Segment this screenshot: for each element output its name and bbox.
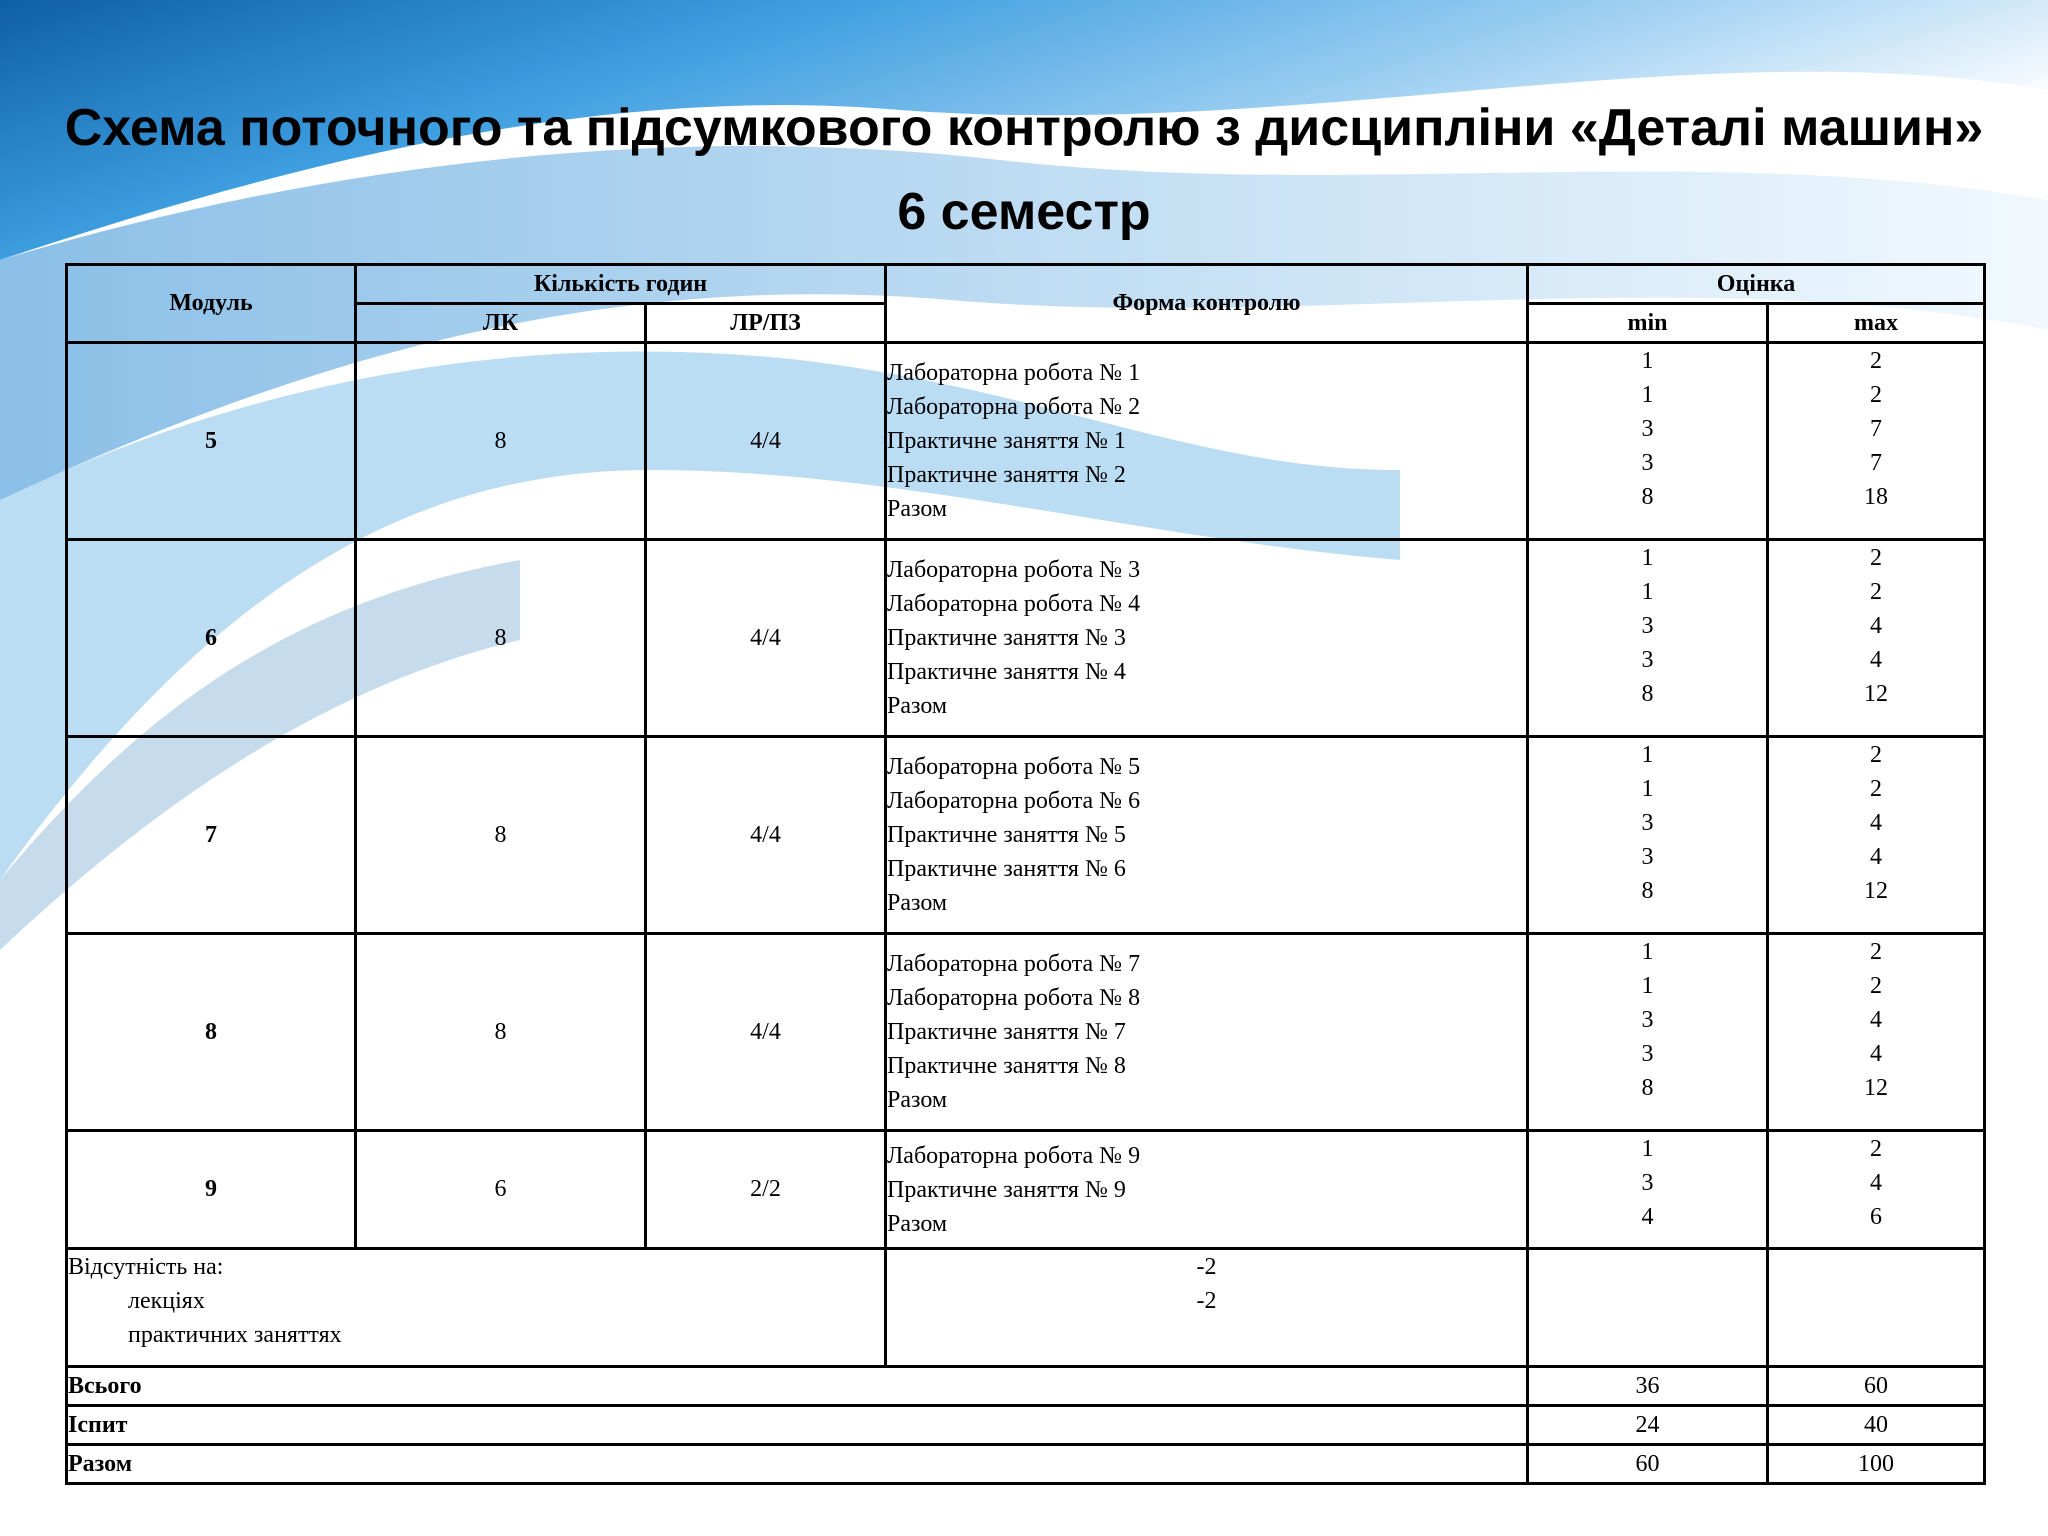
min-value: 1 xyxy=(1641,742,1654,768)
total-min: 36 xyxy=(1528,1367,1768,1406)
absence-item: лекціях xyxy=(128,1288,205,1314)
header-grade: Оцінка xyxy=(1528,265,1985,304)
min-grades xyxy=(1528,343,1768,540)
total-max: 60 xyxy=(1768,1367,1985,1406)
form-item: Практичне заняття № 4 xyxy=(887,659,1126,685)
lk-hours: 8 xyxy=(356,934,646,1131)
exam-label: Іспит xyxy=(67,1406,1528,1445)
module-number: 5 xyxy=(67,343,356,540)
max-value: 2 xyxy=(1870,776,1883,802)
lk-hours: 6 xyxy=(356,1131,646,1249)
module-row xyxy=(67,934,1985,1131)
min-value: 3 xyxy=(1641,1041,1654,1067)
min-value: 1 xyxy=(1641,348,1654,374)
control-forms xyxy=(886,934,1528,1131)
min-value: 8 xyxy=(1641,681,1654,707)
lrpz-hours: 4/4 xyxy=(646,343,886,540)
min-value: 1 xyxy=(1641,776,1654,802)
min-grades xyxy=(1528,1131,1768,1249)
max-value: 2 xyxy=(1870,973,1883,999)
module-row xyxy=(67,343,1985,540)
header-min: min xyxy=(1528,304,1768,343)
max-value: 7 xyxy=(1870,450,1883,476)
min-value: 1 xyxy=(1641,939,1654,965)
min-value: 8 xyxy=(1641,878,1654,904)
min-grades xyxy=(1528,737,1768,934)
min-value: 3 xyxy=(1641,810,1654,836)
module-row xyxy=(67,540,1985,737)
header-hours: Кількість годин xyxy=(356,265,886,304)
control-forms xyxy=(886,737,1528,934)
max-value: 2 xyxy=(1870,939,1883,965)
grand-total-min: 60 xyxy=(1528,1445,1768,1484)
lk-hours: 8 xyxy=(356,343,646,540)
max-grades xyxy=(1768,1131,1985,1249)
min-value: 3 xyxy=(1641,450,1654,476)
max-grades xyxy=(1768,737,1985,934)
min-value: 1 xyxy=(1641,973,1654,999)
max-value: 4 xyxy=(1870,647,1883,673)
module-row xyxy=(67,1131,1985,1249)
header-lrpz: ЛР/ПЗ xyxy=(646,304,886,343)
min-grades xyxy=(1528,540,1768,737)
max-value: 2 xyxy=(1870,742,1883,768)
form-item: Лабораторна робота № 8 xyxy=(887,985,1141,1011)
min-value: 8 xyxy=(1641,484,1654,510)
min-value: 3 xyxy=(1641,1007,1654,1033)
max-value: 6 xyxy=(1870,1204,1883,1230)
form-item: Практичне заняття № 8 xyxy=(887,1053,1126,1079)
max-value: 18 xyxy=(1864,484,1889,510)
max-grades xyxy=(1768,934,1985,1131)
max-grades xyxy=(1768,343,1985,540)
form-item: Лабораторна робота № 6 xyxy=(887,788,1141,814)
grand-total-row xyxy=(67,1445,1985,1484)
min-value: 8 xyxy=(1641,1075,1654,1101)
lrpz-hours: 4/4 xyxy=(646,737,886,934)
max-value: 2 xyxy=(1870,545,1883,571)
header-lk: ЛК xyxy=(356,304,646,343)
form-item: Практичне заняття № 2 xyxy=(887,462,1126,488)
max-value: 4 xyxy=(1870,1007,1883,1033)
lrpz-hours: 4/4 xyxy=(646,540,886,737)
absence-label-cell xyxy=(67,1249,886,1367)
max-value: 4 xyxy=(1870,1041,1883,1067)
form-item: Лабораторна робота № 1 xyxy=(887,360,1141,386)
max-grades xyxy=(1768,540,1985,737)
total-row xyxy=(67,1367,1985,1406)
min-grades xyxy=(1528,934,1768,1131)
min-value: 1 xyxy=(1641,1136,1654,1162)
lk-hours: 8 xyxy=(356,737,646,934)
min-value: 3 xyxy=(1641,416,1654,442)
min-value: 3 xyxy=(1641,1170,1654,1196)
form-item: Разом xyxy=(887,890,948,916)
max-value: 4 xyxy=(1870,613,1883,639)
min-value: 1 xyxy=(1641,545,1654,571)
min-value: 3 xyxy=(1641,844,1654,870)
max-value: 2 xyxy=(1870,382,1883,408)
max-value: 12 xyxy=(1864,1075,1889,1101)
lrpz-hours: 4/4 xyxy=(646,934,886,1131)
min-value: 1 xyxy=(1641,579,1654,605)
absence-label: Відсутність на: xyxy=(68,1254,224,1280)
max-value: 12 xyxy=(1864,681,1889,707)
max-value: 4 xyxy=(1870,844,1883,870)
form-item: Разом xyxy=(887,1210,948,1237)
max-value: 4 xyxy=(1870,1170,1883,1196)
max-value: 12 xyxy=(1864,878,1889,904)
control-scheme-table xyxy=(65,263,1986,1485)
control-forms xyxy=(886,1131,1528,1249)
form-item: Лабораторна робота № 5 xyxy=(887,754,1141,780)
page-subtitle: 6 семестр xyxy=(897,183,1151,241)
absence-values xyxy=(886,1249,1528,1367)
form-item: Разом xyxy=(887,1087,948,1113)
form-item: Практичне заняття № 1 xyxy=(887,428,1126,454)
empty-cell xyxy=(1528,1249,1768,1367)
exam-min: 24 xyxy=(1528,1406,1768,1445)
form-item: Лабораторна робота № 9 xyxy=(887,1142,1141,1169)
lrpz-hours: 2/2 xyxy=(646,1131,886,1249)
total-label: Всього xyxy=(67,1367,1528,1406)
grand-total-max: 100 xyxy=(1768,1445,1985,1484)
header-form: Форма контролю xyxy=(886,265,1528,343)
form-item: Практичне заняття № 9 xyxy=(887,1176,1126,1203)
module-number: 9 xyxy=(67,1131,356,1249)
max-value: 7 xyxy=(1870,416,1883,442)
module-number: 8 xyxy=(67,934,356,1131)
min-value: 4 xyxy=(1641,1204,1654,1230)
grand-total-label: Разом xyxy=(67,1445,1528,1484)
form-item: Разом xyxy=(887,693,948,719)
form-item: Лабораторна робота № 2 xyxy=(887,394,1141,420)
header-max: max xyxy=(1768,304,1985,343)
max-value: 4 xyxy=(1870,810,1883,836)
form-item: Лабораторна робота № 4 xyxy=(887,591,1141,617)
exam-row xyxy=(67,1406,1985,1445)
absence-value: -2 xyxy=(1196,1288,1217,1314)
max-value: 2 xyxy=(1870,1136,1883,1162)
module-number: 6 xyxy=(67,540,356,737)
absence-row xyxy=(67,1249,1985,1367)
module-row xyxy=(67,737,1985,934)
exam-max: 40 xyxy=(1768,1406,1985,1445)
absence-item: практичних заняттях xyxy=(128,1322,342,1348)
form-item: Практичне заняття № 5 xyxy=(887,822,1126,848)
form-item: Лабораторна робота № 7 xyxy=(887,951,1141,977)
absence-value: -2 xyxy=(1196,1254,1217,1280)
page-title: Схема поточного та підсумкового контролю з дисципліни «Деталі машин» xyxy=(64,99,1984,157)
header-module: Модуль xyxy=(67,265,356,343)
form-item: Разом xyxy=(887,496,948,522)
empty-cell xyxy=(1768,1249,1985,1367)
module-number: 7 xyxy=(67,737,356,934)
control-forms xyxy=(886,540,1528,737)
max-value: 2 xyxy=(1870,348,1883,374)
form-item: Практичне заняття № 6 xyxy=(887,856,1126,882)
form-item: Лабораторна робота № 3 xyxy=(887,557,1141,583)
max-value: 2 xyxy=(1870,579,1883,605)
control-forms xyxy=(886,343,1528,540)
lk-hours: 8 xyxy=(356,540,646,737)
form-item: Практичне заняття № 7 xyxy=(887,1019,1126,1045)
form-item: Практичне заняття № 3 xyxy=(887,625,1126,651)
min-value: 1 xyxy=(1641,382,1654,408)
min-value: 3 xyxy=(1641,647,1654,673)
min-value: 3 xyxy=(1641,613,1654,639)
